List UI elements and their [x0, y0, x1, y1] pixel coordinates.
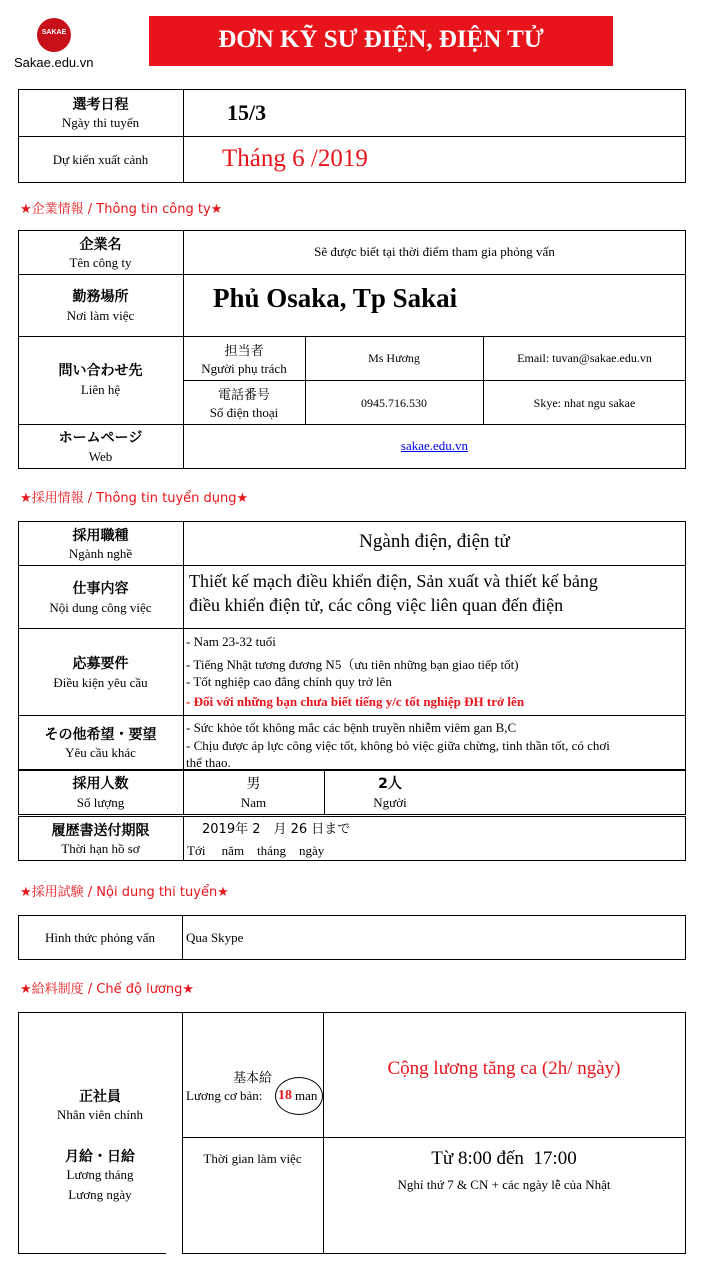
count-label-jp: 採用人数 — [72, 776, 129, 792]
requirements-label: Điều kiện yêu cầu — [53, 675, 148, 690]
pay-type-jp: 月給・日給 — [65, 1149, 135, 1165]
departure-value: Tháng 6 /2019 — [222, 145, 368, 172]
contact-label: Liên hệ — [80, 382, 121, 397]
field-label: Ngành nghề — [68, 546, 133, 561]
base-salary-label: Lương cơ bản: — [186, 1088, 263, 1103]
interview-method-label: Hình thức phỏng vấn — [45, 930, 155, 945]
overtime-note: Cộng lương tăng ca (2h/ ngày) — [387, 1058, 621, 1079]
logo-mark-text: SAKAE — [41, 29, 67, 36]
salary-section-heading: ★給料制度 / Chế độ lương★ — [20, 982, 195, 997]
requirement-university: - Đối với những bạn chưa biết tiếng y/c tốt nghiệp ĐH trở lên — [186, 694, 525, 709]
website-link[interactable]: sakae.edu.vn — [400, 438, 469, 453]
deadline-label-jp: 履歴書送付期限 — [51, 823, 150, 839]
person-value: Ms Hương — [368, 351, 420, 365]
exam-date-label: Ngày thi tuyển — [61, 115, 140, 130]
other-label: Yêu cầu khác — [65, 745, 136, 760]
base-salary-label-jp: 基本給 — [232, 1071, 272, 1086]
exam-date-value: 15/3 — [227, 100, 267, 125]
interview-method-value: Qua Skype — [186, 930, 244, 945]
base-salary-unit: man — [295, 1088, 318, 1103]
holidays-value: Nghỉ thứ 7 & CN + các ngày lễ của Nhật — [397, 1177, 611, 1192]
workplace-label-jp: 勤務場所 — [72, 289, 129, 305]
requirement-age: - Nam 23-32 tuổi — [186, 634, 276, 649]
employee-type: Nhân viên chính — [57, 1107, 143, 1122]
other-sports: thể thao. — [186, 755, 231, 770]
web-label-jp: ホームページ — [58, 430, 143, 446]
job-label-jp: 仕事内容 — [72, 581, 129, 597]
company-name-label-jp: 企業名 — [79, 237, 122, 253]
gender-jp: 男 — [246, 776, 261, 792]
phone-value: 0945.716.530 — [361, 396, 427, 410]
phone-label: Số điện thoại — [209, 405, 279, 420]
requirements-label-jp: 応募要件 — [72, 656, 129, 672]
exam-section-heading: ★採用試験 / Nội dung thi tuyển★ — [20, 885, 229, 900]
deadline-sub: Tới năm tháng ngày — [187, 843, 325, 858]
phone-label-jp: 電話番号 — [217, 388, 270, 403]
workplace-label: Nơi làm việc — [66, 308, 135, 323]
pay-daily: Lương ngày — [68, 1187, 132, 1202]
base-salary-amount: 18 — [278, 1088, 292, 1103]
requirement-education: - Tốt nghiệp cao đẳng chính quy trở lên — [186, 674, 392, 689]
job-desc-line-2: điều khiển điện tử, các công việc liên quan đến điện — [189, 595, 564, 615]
workplace-value: Phủ Osaka, Tp Sakai — [213, 283, 458, 313]
requirement-language: - Tiếng Nhật tương đương N5（ưu tiên những bạn giao tiếp tốt) — [186, 657, 519, 672]
person-label-jp: 担当者 — [224, 344, 264, 359]
web-label: Web — [88, 449, 113, 464]
contact-label-jp: 問い合わせ先 — [58, 363, 143, 379]
departure-label: Dự kiến xuất cảnh — [52, 152, 149, 167]
field-value: Ngành điện, điện tử — [359, 531, 510, 552]
working-hours-label: Thời gian làm việc — [203, 1151, 302, 1166]
other-health: - Sức khỏe tốt không mắc các bệnh truyền nhiễm viêm gan B,C — [186, 720, 517, 735]
recruit-section-heading: ★採用情報 / Thông tin tuyển dụng★ — [20, 491, 249, 506]
gender-vi: Nam — [240, 795, 267, 810]
person-label: Người phụ trách — [201, 361, 287, 376]
site-name: Sakae.edu.vn — [14, 55, 94, 70]
logo — [37, 18, 71, 52]
page-title-text: ĐƠN KỸ SƯ ĐIỆN, ĐIỆN TỬ — [218, 26, 544, 53]
working-hours-value: Từ 8:00 đến 17:00 — [431, 1148, 577, 1169]
other-attitude: - Chịu được áp lực công việc tốt, không bỏ việc giữa chừng, tinh thần tốt, có chơi — [186, 738, 610, 753]
company-name-value: Sẽ được biết tại thời điểm tham gia phỏng vấn — [314, 244, 555, 259]
deadline-value: 2019年 2 月 26 日まで — [202, 822, 351, 837]
deadline-label: Thời hạn hồ sơ — [61, 841, 140, 856]
job-desc-line-1: Thiết kế mạch điều khiển điện, Sản xuất và thiết kế bảng — [189, 571, 598, 591]
job-label: Nội dung công việc — [49, 600, 152, 615]
exam-date-label-jp: 選考日程 — [72, 97, 129, 113]
skype-value: Skye: nhat ngu sakae — [533, 396, 636, 410]
pay-monthly: Lương tháng — [66, 1167, 134, 1182]
email-value[interactable]: Email: tuvan@sakae.edu.vn — [517, 351, 652, 365]
field-label-jp: 採用職種 — [72, 528, 129, 544]
count-value: 2人 — [378, 776, 402, 792]
count-unit: Người — [373, 795, 407, 810]
employee-type-jp: 正社員 — [79, 1089, 121, 1105]
count-label: Số lượng — [76, 795, 125, 810]
company-section-heading: ★企業情報 / Thông tin công ty★ — [20, 202, 223, 217]
other-label-jp: その他希望・要望 — [44, 727, 157, 743]
company-name-label: Tên công ty — [69, 255, 132, 270]
